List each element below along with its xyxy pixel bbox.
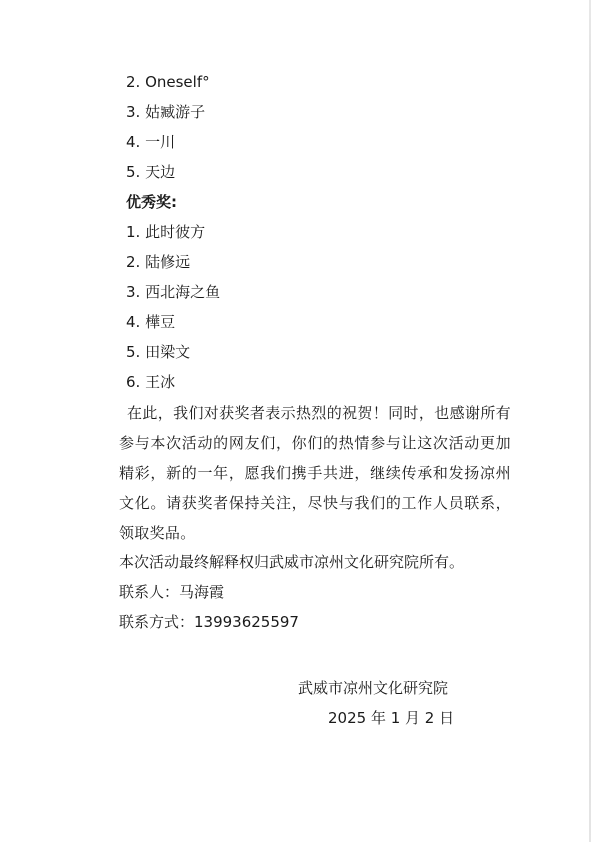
contact-method: 联系方式：13993625597	[119, 613, 299, 631]
award-list-item: 5. 天边	[126, 163, 176, 181]
award-list-item: 1. 此时彼方	[126, 223, 206, 241]
contact-person: 联系人：马海霞	[119, 583, 225, 601]
award-list-item: 4. 樺豆	[126, 313, 176, 331]
award-list-item: 3. 姑臧游子	[126, 103, 206, 121]
closing-paragraph: 在此，我们对获奖者表示热烈的祝贺！同时，也感谢所有参与本次活动的网友们，你们的热情参与让这次活动更加精彩，新的一年，愿我们携手共进，继续传承和发扬凉州文化。请获奖者保持关注，尽快与我们的工作人员联系，领取奖品。	[119, 404, 511, 542]
scan-edge-shadow	[589, 0, 591, 842]
signature-date: 2025 年 1 月 2 日	[328, 709, 455, 727]
award-list-item: 4. 一川	[126, 133, 176, 151]
award-list-item: 3. 西北海之鱼	[126, 283, 221, 301]
award-list-item: 5. 田梁文	[126, 343, 191, 361]
excellence-award-heading: 优秀奖:	[126, 193, 177, 211]
rights-statement: 本次活动最终解释权归武威市凉州文化研究院所有。	[119, 553, 465, 571]
award-list-item: 2. 陆修远	[126, 253, 191, 271]
signature-organization: 武威市凉州文化研究院	[298, 679, 449, 697]
award-list-item: 6. 王冰	[126, 373, 176, 391]
award-list-item: 2. Oneself°	[126, 73, 210, 91]
